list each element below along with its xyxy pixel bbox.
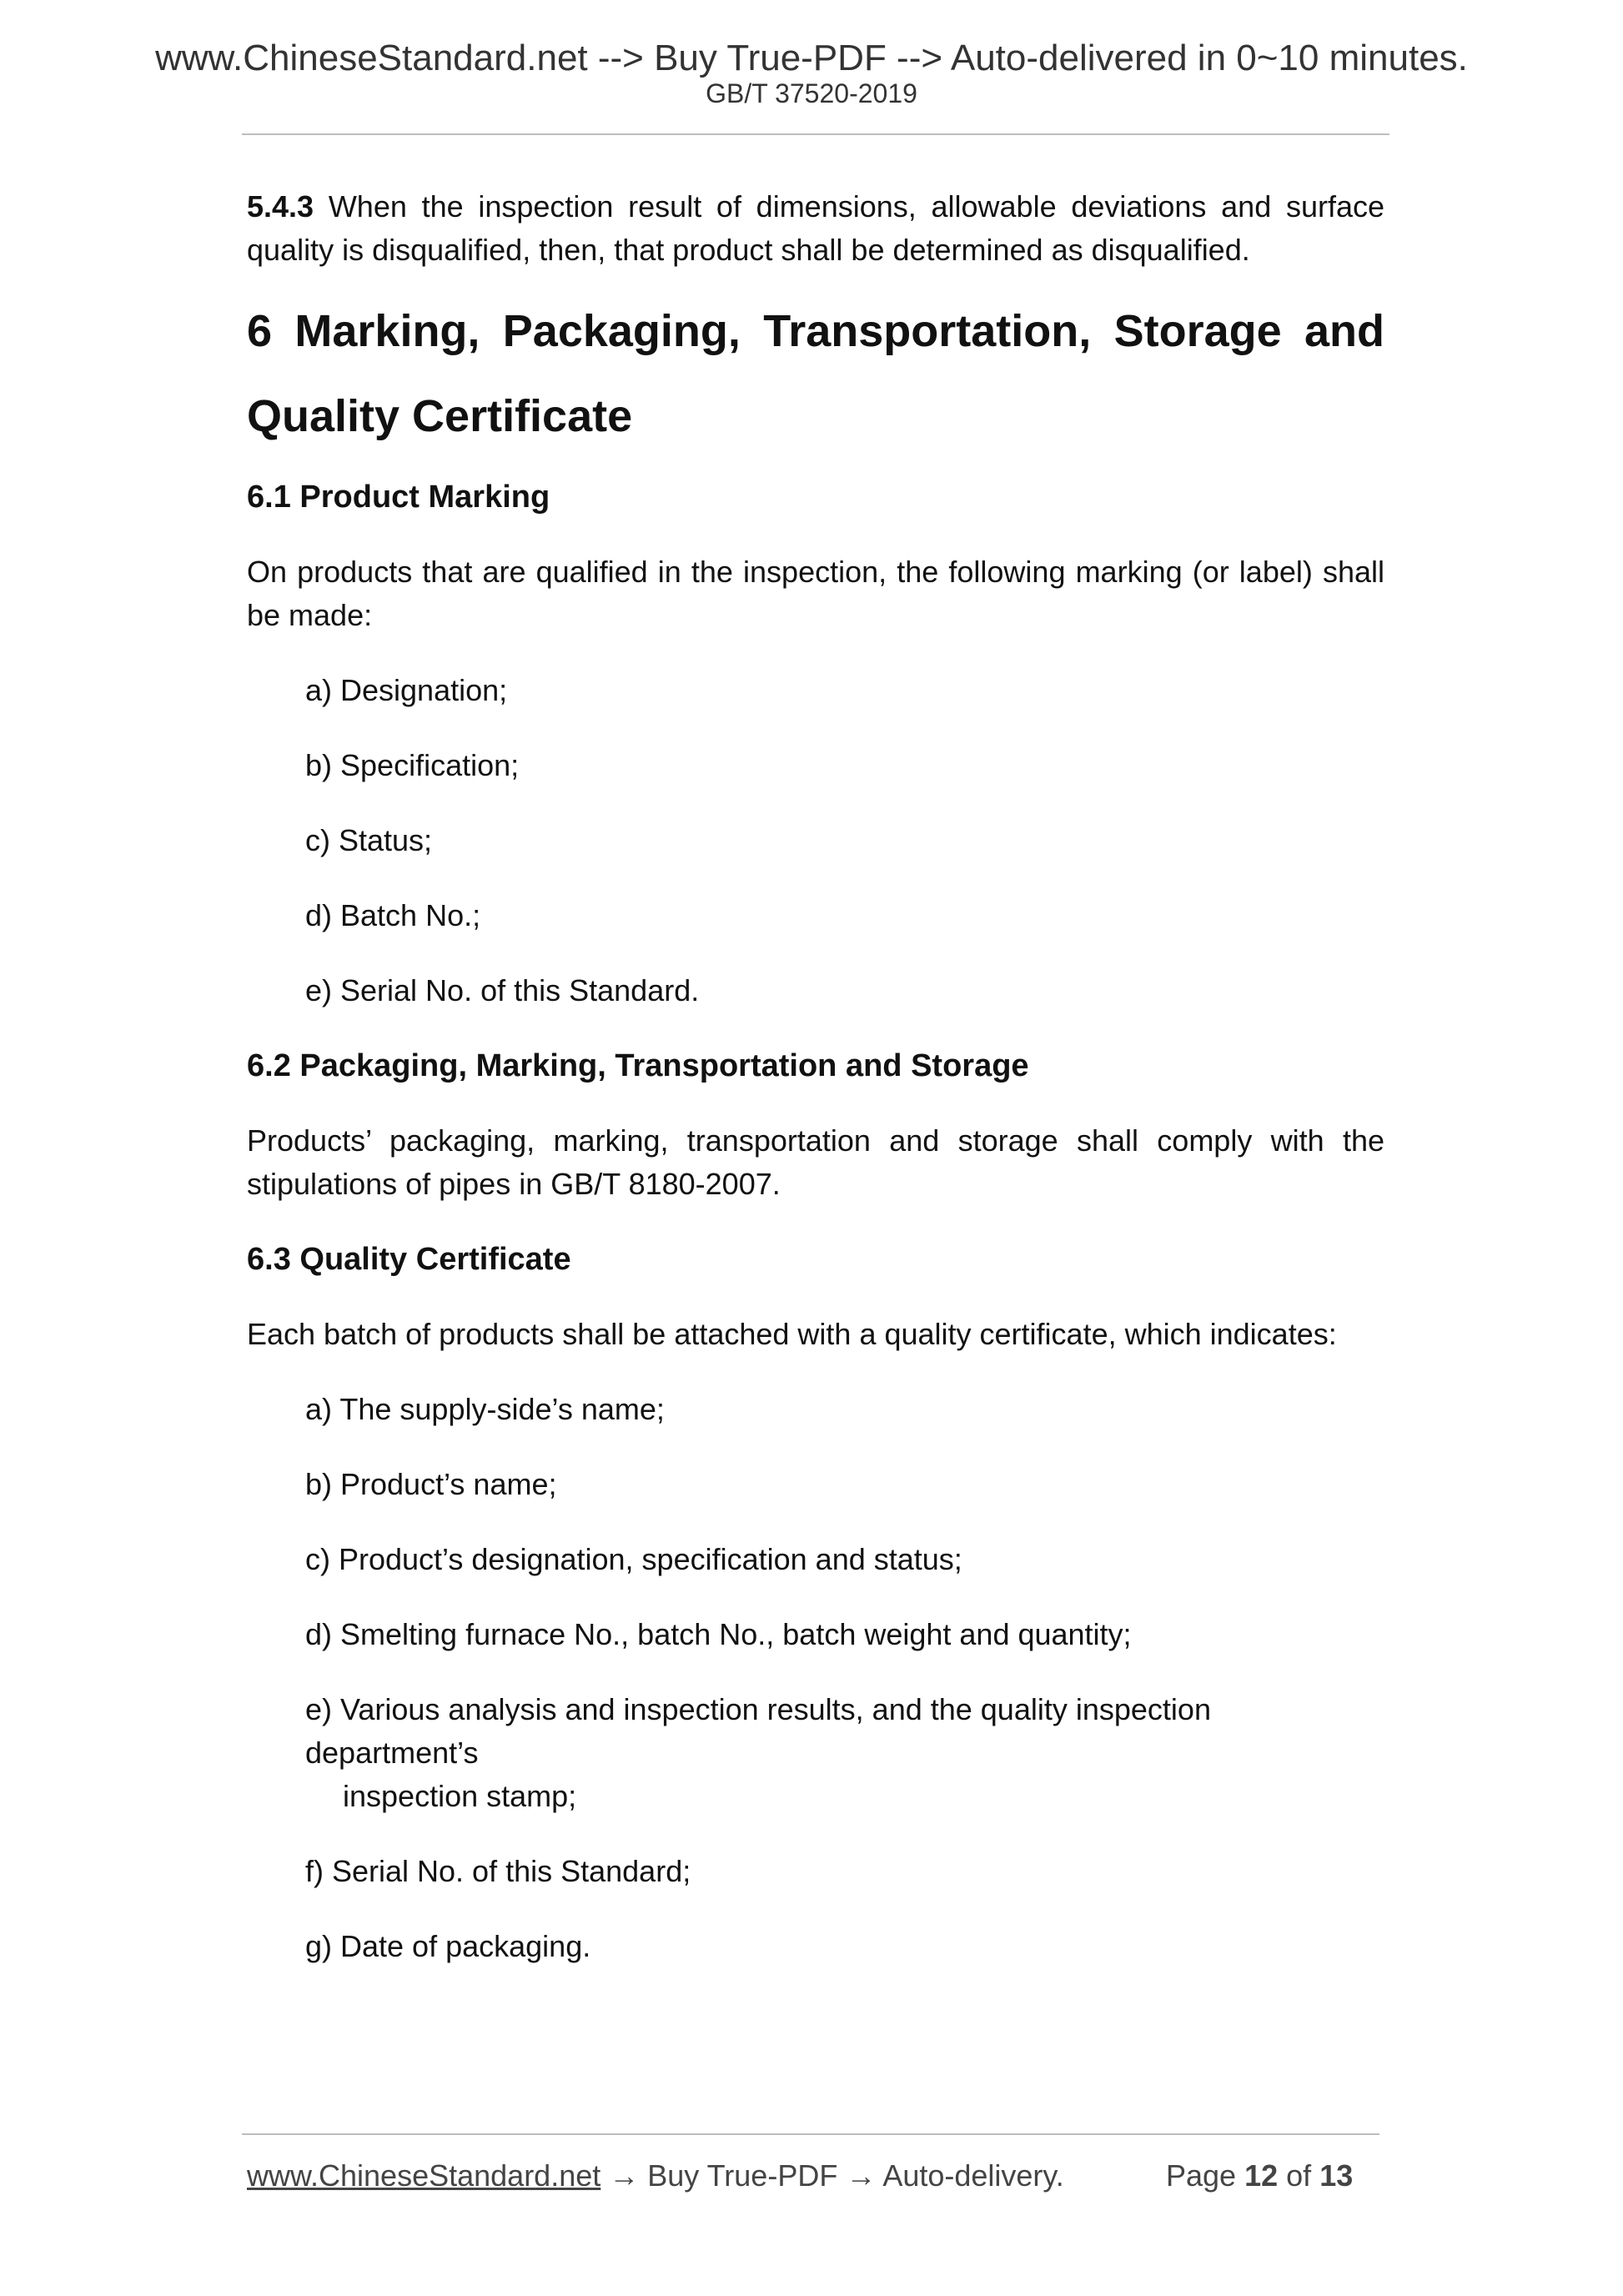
clause-number: 5.4.3: [247, 189, 314, 224]
section-6-1-heading: 6.1 Product Marking: [247, 480, 550, 515]
page-content: [247, 185, 1384, 1968]
of-word: of: [1286, 2158, 1312, 2193]
list-item-line1: e) Various analysis and inspection results, and the quality inspection department’s: [305, 1692, 1211, 1770]
document-code: GB/T 37520-2019: [706, 78, 917, 108]
list-item: b) Specification;: [305, 748, 520, 782]
section-6-1-intro: On products that are qualified in the inspection, the following marking (or label) shall be made:: [247, 555, 1384, 632]
list-item: [247, 1688, 1384, 1818]
section-6-3-intro: Each batch of products shall be attached with a quality certificate, which indicates:: [247, 1317, 1337, 1351]
section-6-heading: [247, 289, 1384, 459]
list-item: f) Serial No. of this Standard;: [305, 1854, 691, 1888]
clause-text: When the inspection result of dimensions, allowable deviations and surface quality is disqualified, then, that product shall be determined as disqualified.: [247, 189, 1384, 267]
list-item: b) Product’s name;: [305, 1467, 557, 1501]
list-item: d) Batch No.;: [305, 898, 481, 932]
section-6-3-heading: 6.3 Quality Certificate: [247, 1242, 571, 1277]
top-banner: www.ChineseStandard.net --> Buy True-PDF --> Auto-delivered in 0~10 minutes.: [155, 38, 1468, 78]
page-word: Page: [1166, 2158, 1237, 2193]
footer-link-text: → Buy True-PDF → Auto-delivery.: [600, 2158, 1064, 2193]
footer-site-link[interactable]: www.ChineseStandard.net: [247, 2158, 601, 2193]
header-divider: [242, 133, 1389, 135]
list-item: a) The supply-side’s name;: [305, 1392, 665, 1426]
list-item-line2: inspection stamp;: [343, 1779, 577, 1813]
clause-5-4-3: [247, 185, 1384, 272]
section-6-2-text: Products’ packaging, marking, transportation and storage shall comply with the stipulations of pipes in GB/T 8180-2007.: [247, 1123, 1384, 1201]
section-6-2-heading: 6.2 Packaging, Marking, Transportation and Storage: [247, 1048, 1029, 1083]
list-item: e) Serial No. of this Standard.: [305, 973, 700, 1007]
list-item: g) Date of packaging.: [305, 1929, 591, 1963]
current-page: 12: [1244, 2158, 1279, 2193]
page-number: [1166, 2158, 1353, 2193]
list-item: a) Designation;: [305, 673, 508, 707]
list-item: c) Product’s designation, specification and status;: [305, 1542, 962, 1576]
section-6-heading-line2: Quality Certificate: [247, 391, 633, 441]
list-item: d) Smelting furnace No., batch No., batch weight and quantity;: [305, 1617, 1132, 1651]
total-pages: 13: [1319, 2158, 1354, 2193]
section-6-heading-line1: 6 Marking, Packaging, Transportation, Storage and: [247, 306, 1384, 356]
footer-link-line: [247, 2158, 1064, 2193]
list-item: c) Status;: [305, 823, 433, 857]
footer-divider: [242, 2133, 1379, 2135]
